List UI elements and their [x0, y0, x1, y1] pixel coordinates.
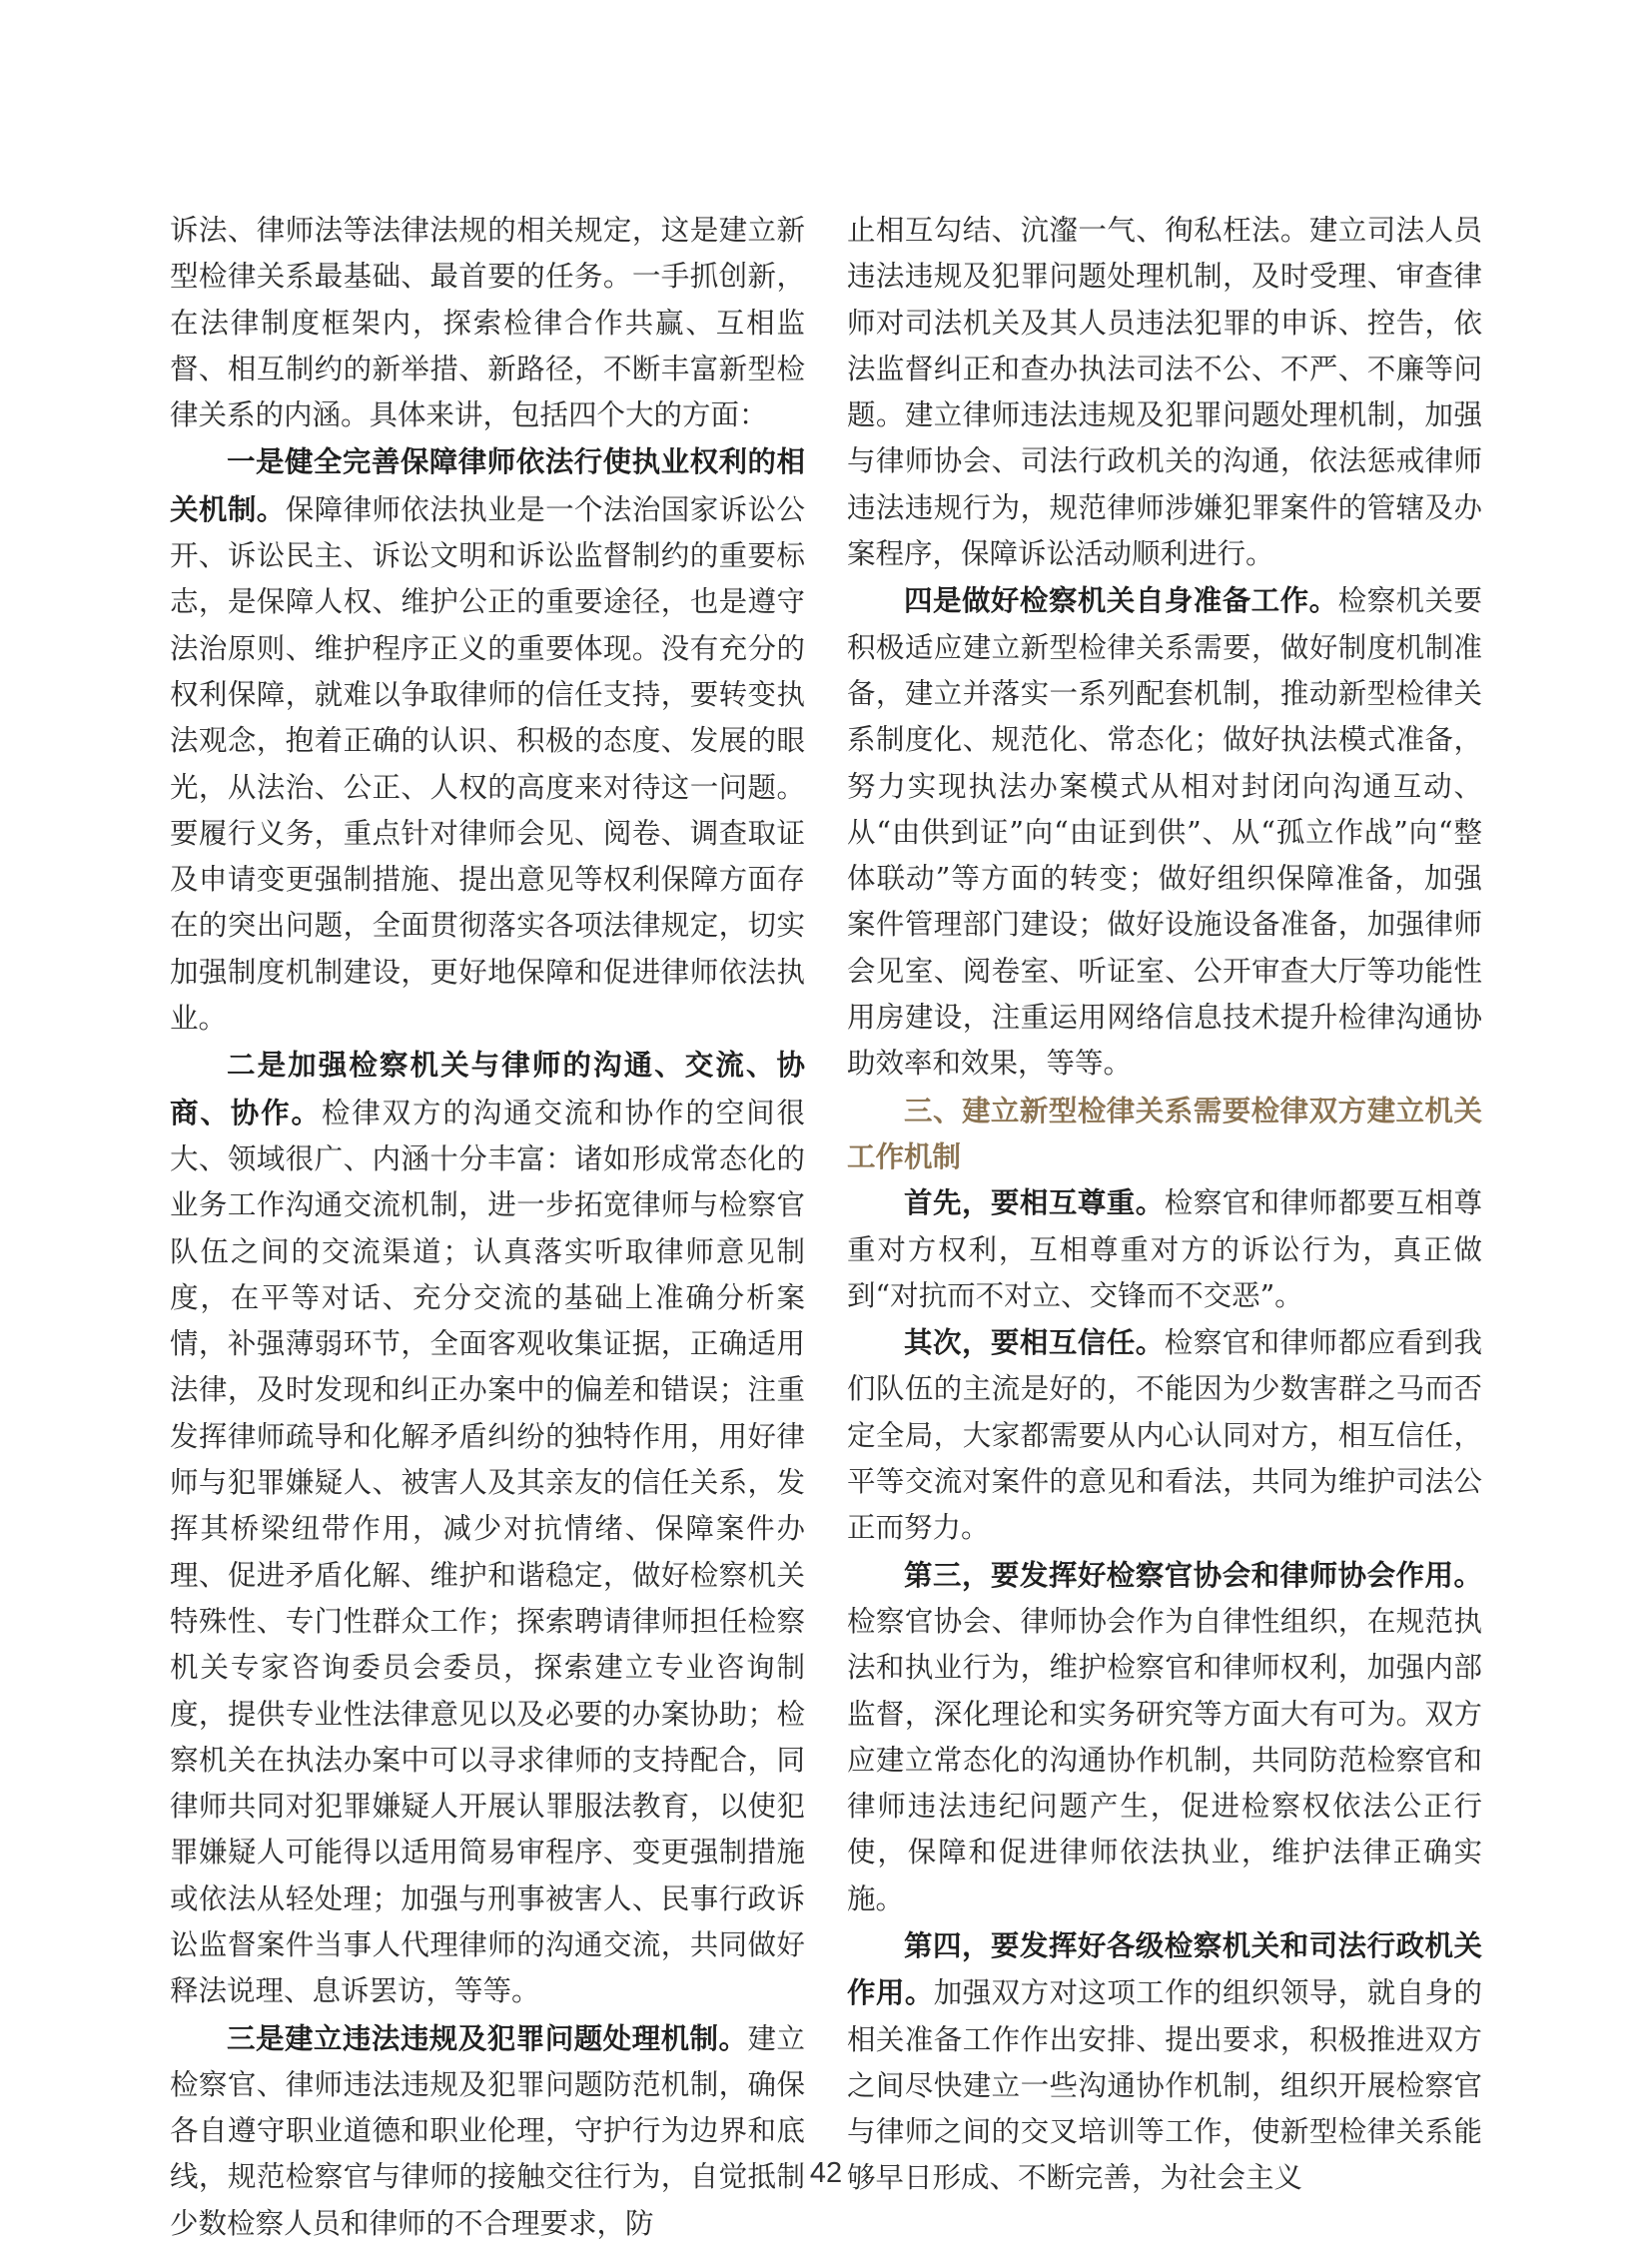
paragraph: 第四，要发挥好各级检察机关和司法行政机关作用。加强双方对这项工作的组织领导，就自身的相关准备工作作出安排、提出要求，积极推进双方之间尽快建立一些沟通协作机制，组织开展检察官与律师之间的交叉培训等工作，使新型检律关系能够早日形成、不断完善，为社会主义: [847, 1927, 1482, 2195]
paragraph-lead: 二是加强检察机关与律师的沟通、交流、协商、协作。: [170, 1048, 805, 1129]
paragraph-lead: 三是建立违法违规及犯罪问题处理机制。: [227, 2020, 748, 2055]
paragraph: 三是建立违法违规及犯罪问题处理机制。建立检察官、律师违法违规及犯罪问题防范机制，确保各自遵守职业道德和职业伦理，守护行为边界和底线，规范检察官与律师的接触交往行为，自觉抵制少数检察人员和律师的不合理要求，防: [170, 2020, 805, 2240]
paragraph: 首先，要相互尊重。检察官和律师都要互相尊重对方权利，互相尊重对方的诉讼行为，真正做到“对抗而不对立、交锋而不交恶”。: [847, 1185, 1482, 1312]
paragraph-lead: 首先，要相互尊重。: [904, 1185, 1165, 1220]
left-column: [170, 208, 805, 2247]
paragraph: 止相互勾结、沆瀣一气、徇私枉法。建立司法人员违法违规及犯罪问题处理机制，及时受理、审查律师对司法机关及其人员违法犯罪的申诉、控告，依法监督纠正和查办执法司法不公、不严、不廉等问题。建立律师违法违规及犯罪问题处理机制，加强与律师协会、司法行政机关的沟通，依法惩戒律师违法违规行为，规范律师涉嫌犯罪案件的管辖及办案程序，保障诉讼活动顺利进行。: [847, 214, 1482, 571]
paragraph: 诉法、律师法等法律法规的相关规定，这是建立新型检律关系最基础、最首要的任务。一手抓创新，在法律制度框架内，探索检律合作共赢、互相监督、相互制约的新举措、新路径，不断丰富新型检律关系的内涵。具体来讲，包括四个大的方面：: [170, 214, 805, 432]
paragraph-lead: 一是健全完善保障律师依法行使执业权利的相关机制。: [170, 444, 805, 526]
section-heading: 三、建立新型检律关系需要检律双方建立机关工作机制: [847, 1093, 1482, 1173]
paragraph-lead: 第四，要发挥好各级检察机关和司法行政机关作用。: [847, 1927, 1482, 2010]
right-column: [847, 208, 1482, 2202]
paragraph: 第三，要发挥好检察官协会和律师协会作用。检察官协会、律师协会作为自律性组织，在规范执法和执业行为，维护检察官和律师权利，加强内部监督，深化理论和实务研究等方面大有可为。双方应建立常态化的沟通协作机制，共同防范检察官和律师违法违纪问题产生，促进检察权依法公正行使，保障和促进律师依法执业，维护法律正确实施。: [847, 1557, 1482, 1915]
paragraph: 其次，要相互信任。检察官和律师都应看到我们队伍的主流是好的，不能因为少数害群之马而否定全局，大家都需要从内心认同对方，相互信任，平等交流对案件的意见和看法，共同为维护司法公正而努力。: [847, 1325, 1482, 1545]
paragraph: 一是健全完善保障律师依法行使执业权利的相关机制。保障律师依法执业是一个法治国家诉讼公开、诉讼民主、诉讼文明和诉讼监督制约的重要标志，是保障人权、维护公正的重要途径，也是遵守法治原则、维护程序正义的重要体现。没有充分的权利保障，就难以争取律师的信任支持，要转变执法观念，抱着正确的认识、积极的态度、发展的眼光，从法治、公正、人权的高度来对待这一问题。要履行义务，重点针对律师会见、阅卷、调查取证及申请变更强制措施、提出意见等权利保障方面存在的突出问题，全面贯彻落实各项法律规定，切实加强制度机制建设，更好地保障和促进律师依法执业。: [170, 444, 805, 1036]
paragraph: 四是做好检察机关自身准备工作。检察机关要积极适应建立新型检律关系需要，做好制度机制准备，建立并落实一系列配套机制，推动新型检律关系制度化、规范化、常态化；做好执法模式准备，努力实现执法办案模式从相对封闭向沟通互动、从“由供到证”向“由证到供”、从“孤立作战”向“整体联动”等方面的转变；做好组织保障准备，加强案件管理部门建设；做好设施设备准备，加强律师会见室、阅卷室、听证室、公开审查大厅等功能性用房建设，注重运用网络信息技术提升检律沟通协助效率和效果，等等。: [847, 583, 1482, 1081]
paragraph-lead: 四是做好检察机关自身准备工作。: [904, 583, 1338, 618]
page-number: 42: [809, 2157, 843, 2189]
paragraph-lead: 其次，要相互信任。: [904, 1325, 1165, 1360]
paragraph-lead: 第三，要发挥好检察官协会和律师协会作用。: [904, 1557, 1482, 1592]
paragraph: 二是加强检察机关与律师的沟通、交流、协商、协作。检律双方的沟通交流和协作的空间很大、领域很广、内涵十分丰富：诸如形成常态化的业务工作沟通交流机制，进一步拓宽律师与检察官队伍之间的交流渠道；认真落实听取律师意见制度，在平等对话、充分交流的基础上准确分析案情，补强薄弱环节，全面客观收集证据，正确适用法律，及时发现和纠正办案中的偏差和错误；注重发挥律师疏导和化解矛盾纠纷的独特作用，用好律师与犯罪嫌疑人、被害人及其亲友的信任关系，发挥其桥梁纽带作用，减少对抗情绪、保障案件办理、促进矛盾化解、维护和谐稳定，做好检察机关特殊性、专门性群众工作；探索聘请律师担任检察机关专家咨询委员会委员，探索建立专业咨询制度，提供专业性法律意见以及必要的办案协助；检察机关在执法办案中可以寻求律师的支持配合，同律师共同对犯罪嫌疑人开展认罪服法教育，以使犯罪嫌疑人可能得以适用简易审程序、变更强制措施或依法从轻处理；加强与刑事被害人、民事行政诉讼监督案件当事人代理律师的沟通交流，共同做好释法说理、息诉罢访，等等。: [170, 1048, 805, 2008]
